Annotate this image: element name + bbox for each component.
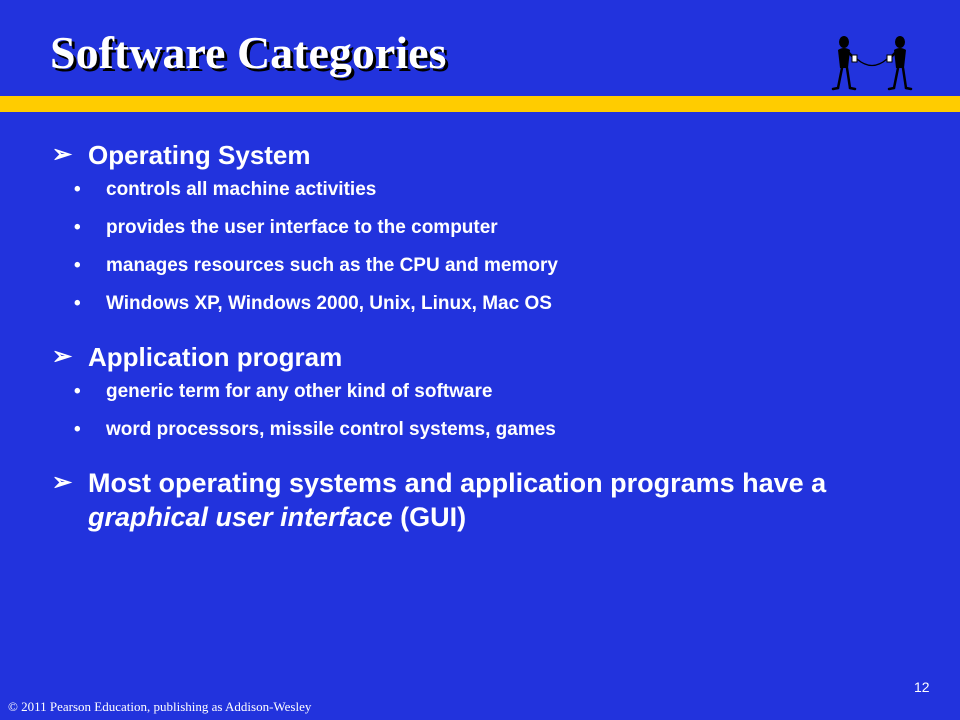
page-number: 12: [914, 679, 930, 695]
section-heading: Operating System: [88, 140, 311, 170]
bullet-dot-icon: •: [74, 381, 81, 402]
slide-body: [52, 138, 932, 558]
list-item: [52, 292, 932, 316]
heading-text-part1: Most operating systems and application programs have a: [88, 468, 827, 498]
sub-bullet-list: [52, 380, 932, 442]
bullet-text: Windows XP, Windows 2000, Unix, Linux, Mac OS: [106, 293, 552, 314]
bullet-text: manages resources such as the CPU and memory: [106, 255, 558, 276]
section-application-program: [52, 340, 932, 442]
tin-can-telephone-figures-icon: [828, 32, 916, 94]
bullet-text: generic term for any other kind of software: [106, 381, 493, 402]
list-item: [52, 254, 932, 278]
bullet-text: controls all machine activities: [106, 179, 377, 200]
bullet-dot-icon: •: [74, 255, 81, 276]
slide-title: Software Categories: [50, 27, 447, 78]
section-gui: [52, 466, 932, 534]
arrow-bullet-icon: ➢: [52, 343, 73, 370]
bullet-dot-icon: •: [74, 217, 81, 238]
heading-text-part2: (GUI): [392, 502, 467, 532]
section-operating-system: [52, 138, 932, 316]
title-accent-bar: [0, 96, 960, 112]
list-item: [52, 418, 932, 442]
section-heading: [88, 466, 932, 534]
bullet-text: provides the user interface to the computer: [106, 217, 498, 238]
list-item: [52, 178, 932, 202]
bullet-dot-icon: •: [74, 293, 81, 314]
section-heading: Application program: [88, 342, 343, 372]
bullet-dot-icon: •: [74, 419, 81, 440]
bullet-dot-icon: •: [74, 179, 81, 200]
heading-emphasis: graphical user interface: [88, 502, 393, 532]
list-item: [52, 216, 932, 240]
copyright-footer: © 2011 Pearson Education, publishing as Addison-Wesley: [8, 699, 312, 714]
list-item: [52, 380, 932, 404]
arrow-bullet-icon: ➢: [52, 141, 73, 168]
arrow-bullet-icon: ➢: [52, 469, 73, 496]
bullet-text: word processors, missile control systems, games: [106, 419, 556, 440]
sub-bullet-list: [52, 178, 932, 316]
